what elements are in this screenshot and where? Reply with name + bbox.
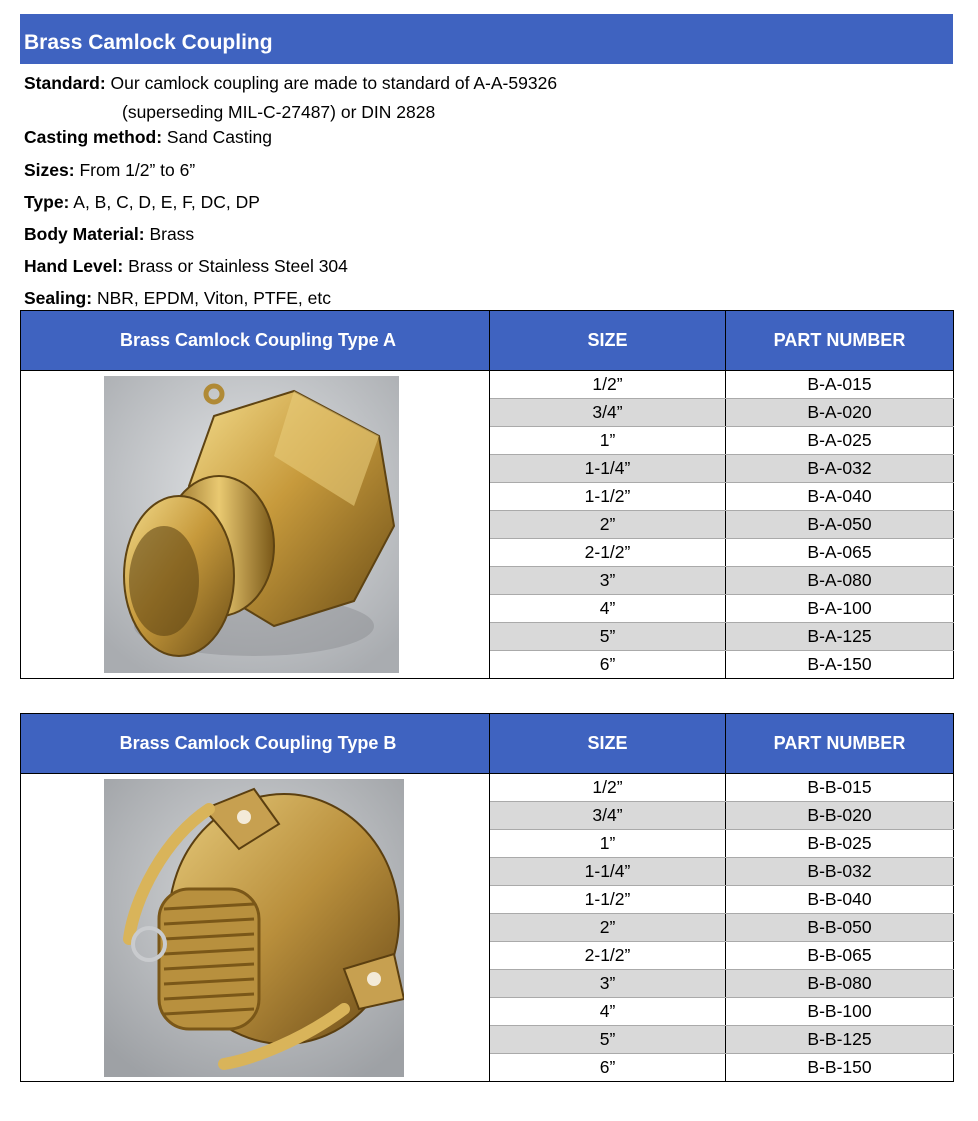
- spec-label: Sealing:: [24, 288, 93, 308]
- spec-label: Casting method:: [24, 127, 163, 147]
- part-number-cell: B-B-100: [726, 998, 954, 1026]
- part-number-cell: B-A-020: [726, 399, 954, 427]
- part-number-cell: B-A-150: [726, 651, 954, 679]
- part-number-cell: B-A-080: [726, 567, 954, 595]
- spec-sizes: [24, 159, 195, 181]
- page-title: Brass Camlock Coupling: [20, 14, 953, 64]
- spec-label: Hand Level:: [24, 256, 124, 276]
- part-number-cell: B-B-020: [726, 802, 954, 830]
- spec-type: [24, 191, 260, 213]
- part-number-cell: B-A-040: [726, 483, 954, 511]
- spec-hand-level: [24, 255, 348, 277]
- size-cell: 1-1/2”: [490, 886, 726, 914]
- size-header: SIZE: [490, 714, 726, 774]
- size-cell: 5”: [490, 1026, 726, 1054]
- type-b-table: [20, 713, 954, 1082]
- spec-value: Brass: [144, 224, 195, 244]
- spec-value: From 1/2” to 6”: [74, 160, 196, 180]
- size-header: SIZE: [490, 311, 726, 371]
- spec-value: Brass or Stainless Steel 304: [123, 256, 348, 276]
- type-a-coupling-photo: [104, 376, 399, 673]
- size-cell: 1-1/4”: [490, 455, 726, 483]
- part-number-cell: B-A-025: [726, 427, 954, 455]
- spec-value: A, B, C, D, E, F, DC, DP: [69, 192, 260, 212]
- spec-label: Sizes:: [24, 160, 75, 180]
- part-number-cell: B-A-050: [726, 511, 954, 539]
- spec-value: Our camlock coupling are made to standard of A-A-59326: [105, 73, 558, 93]
- part-number-header: PART NUMBER: [726, 311, 954, 371]
- spec-value: Sand Casting: [162, 127, 272, 147]
- spec-label: Standard:: [24, 73, 106, 93]
- type-b-coupling-photo: [104, 779, 404, 1077]
- part-number-cell: B-B-050: [726, 914, 954, 942]
- size-cell: 1/2”: [490, 774, 726, 802]
- spec-value: NBR, EPDM, Viton, PTFE, etc: [92, 288, 331, 308]
- part-number-cell: B-B-080: [726, 970, 954, 998]
- product-photo-cell: [21, 774, 490, 1082]
- size-cell: 5”: [490, 623, 726, 651]
- size-cell: 1-1/4”: [490, 858, 726, 886]
- product-photo-cell: [21, 371, 490, 679]
- spec-body-material: [24, 223, 194, 245]
- product-name-header: Brass Camlock Coupling Type A: [21, 311, 490, 371]
- table-row: [21, 371, 954, 399]
- size-cell: 2-1/2”: [490, 942, 726, 970]
- part-number-header: PART NUMBER: [726, 714, 954, 774]
- size-cell: 1-1/2”: [490, 483, 726, 511]
- size-cell: 2-1/2”: [490, 539, 726, 567]
- part-number-cell: B-B-032: [726, 858, 954, 886]
- part-number-cell: B-A-100: [726, 595, 954, 623]
- part-number-cell: B-A-015: [726, 371, 954, 399]
- size-cell: 2”: [490, 511, 726, 539]
- size-cell: 2”: [490, 914, 726, 942]
- part-number-cell: B-B-040: [726, 886, 954, 914]
- spec-standard: [24, 72, 557, 94]
- size-cell: 3/4”: [490, 399, 726, 427]
- spec-label: Body Material:: [24, 224, 145, 244]
- part-number-cell: B-B-125: [726, 1026, 954, 1054]
- part-number-cell: B-B-065: [726, 942, 954, 970]
- product-name-header: Brass Camlock Coupling Type B: [21, 714, 490, 774]
- spec-casting-method: [24, 126, 272, 148]
- size-cell: 4”: [490, 998, 726, 1026]
- table-row: [21, 774, 954, 802]
- size-cell: 1/2”: [490, 371, 726, 399]
- size-cell: 6”: [490, 1054, 726, 1082]
- size-cell: 6”: [490, 651, 726, 679]
- part-number-cell: B-A-125: [726, 623, 954, 651]
- part-number-cell: B-A-065: [726, 539, 954, 567]
- part-number-cell: B-B-150: [726, 1054, 954, 1082]
- spec-standard-continued: (superseding MIL-C-27487) or DIN 2828: [122, 102, 436, 122]
- spec-label: Type:: [24, 192, 70, 212]
- part-number-cell: B-A-032: [726, 455, 954, 483]
- size-cell: 1”: [490, 830, 726, 858]
- size-cell: 4”: [490, 595, 726, 623]
- spec-sealing: [24, 287, 331, 309]
- part-number-cell: B-B-025: [726, 830, 954, 858]
- part-number-cell: B-B-015: [726, 774, 954, 802]
- size-cell: 3/4”: [490, 802, 726, 830]
- size-cell: 3”: [490, 970, 726, 998]
- size-cell: 1”: [490, 427, 726, 455]
- type-a-table: [20, 310, 954, 679]
- size-cell: 3”: [490, 567, 726, 595]
